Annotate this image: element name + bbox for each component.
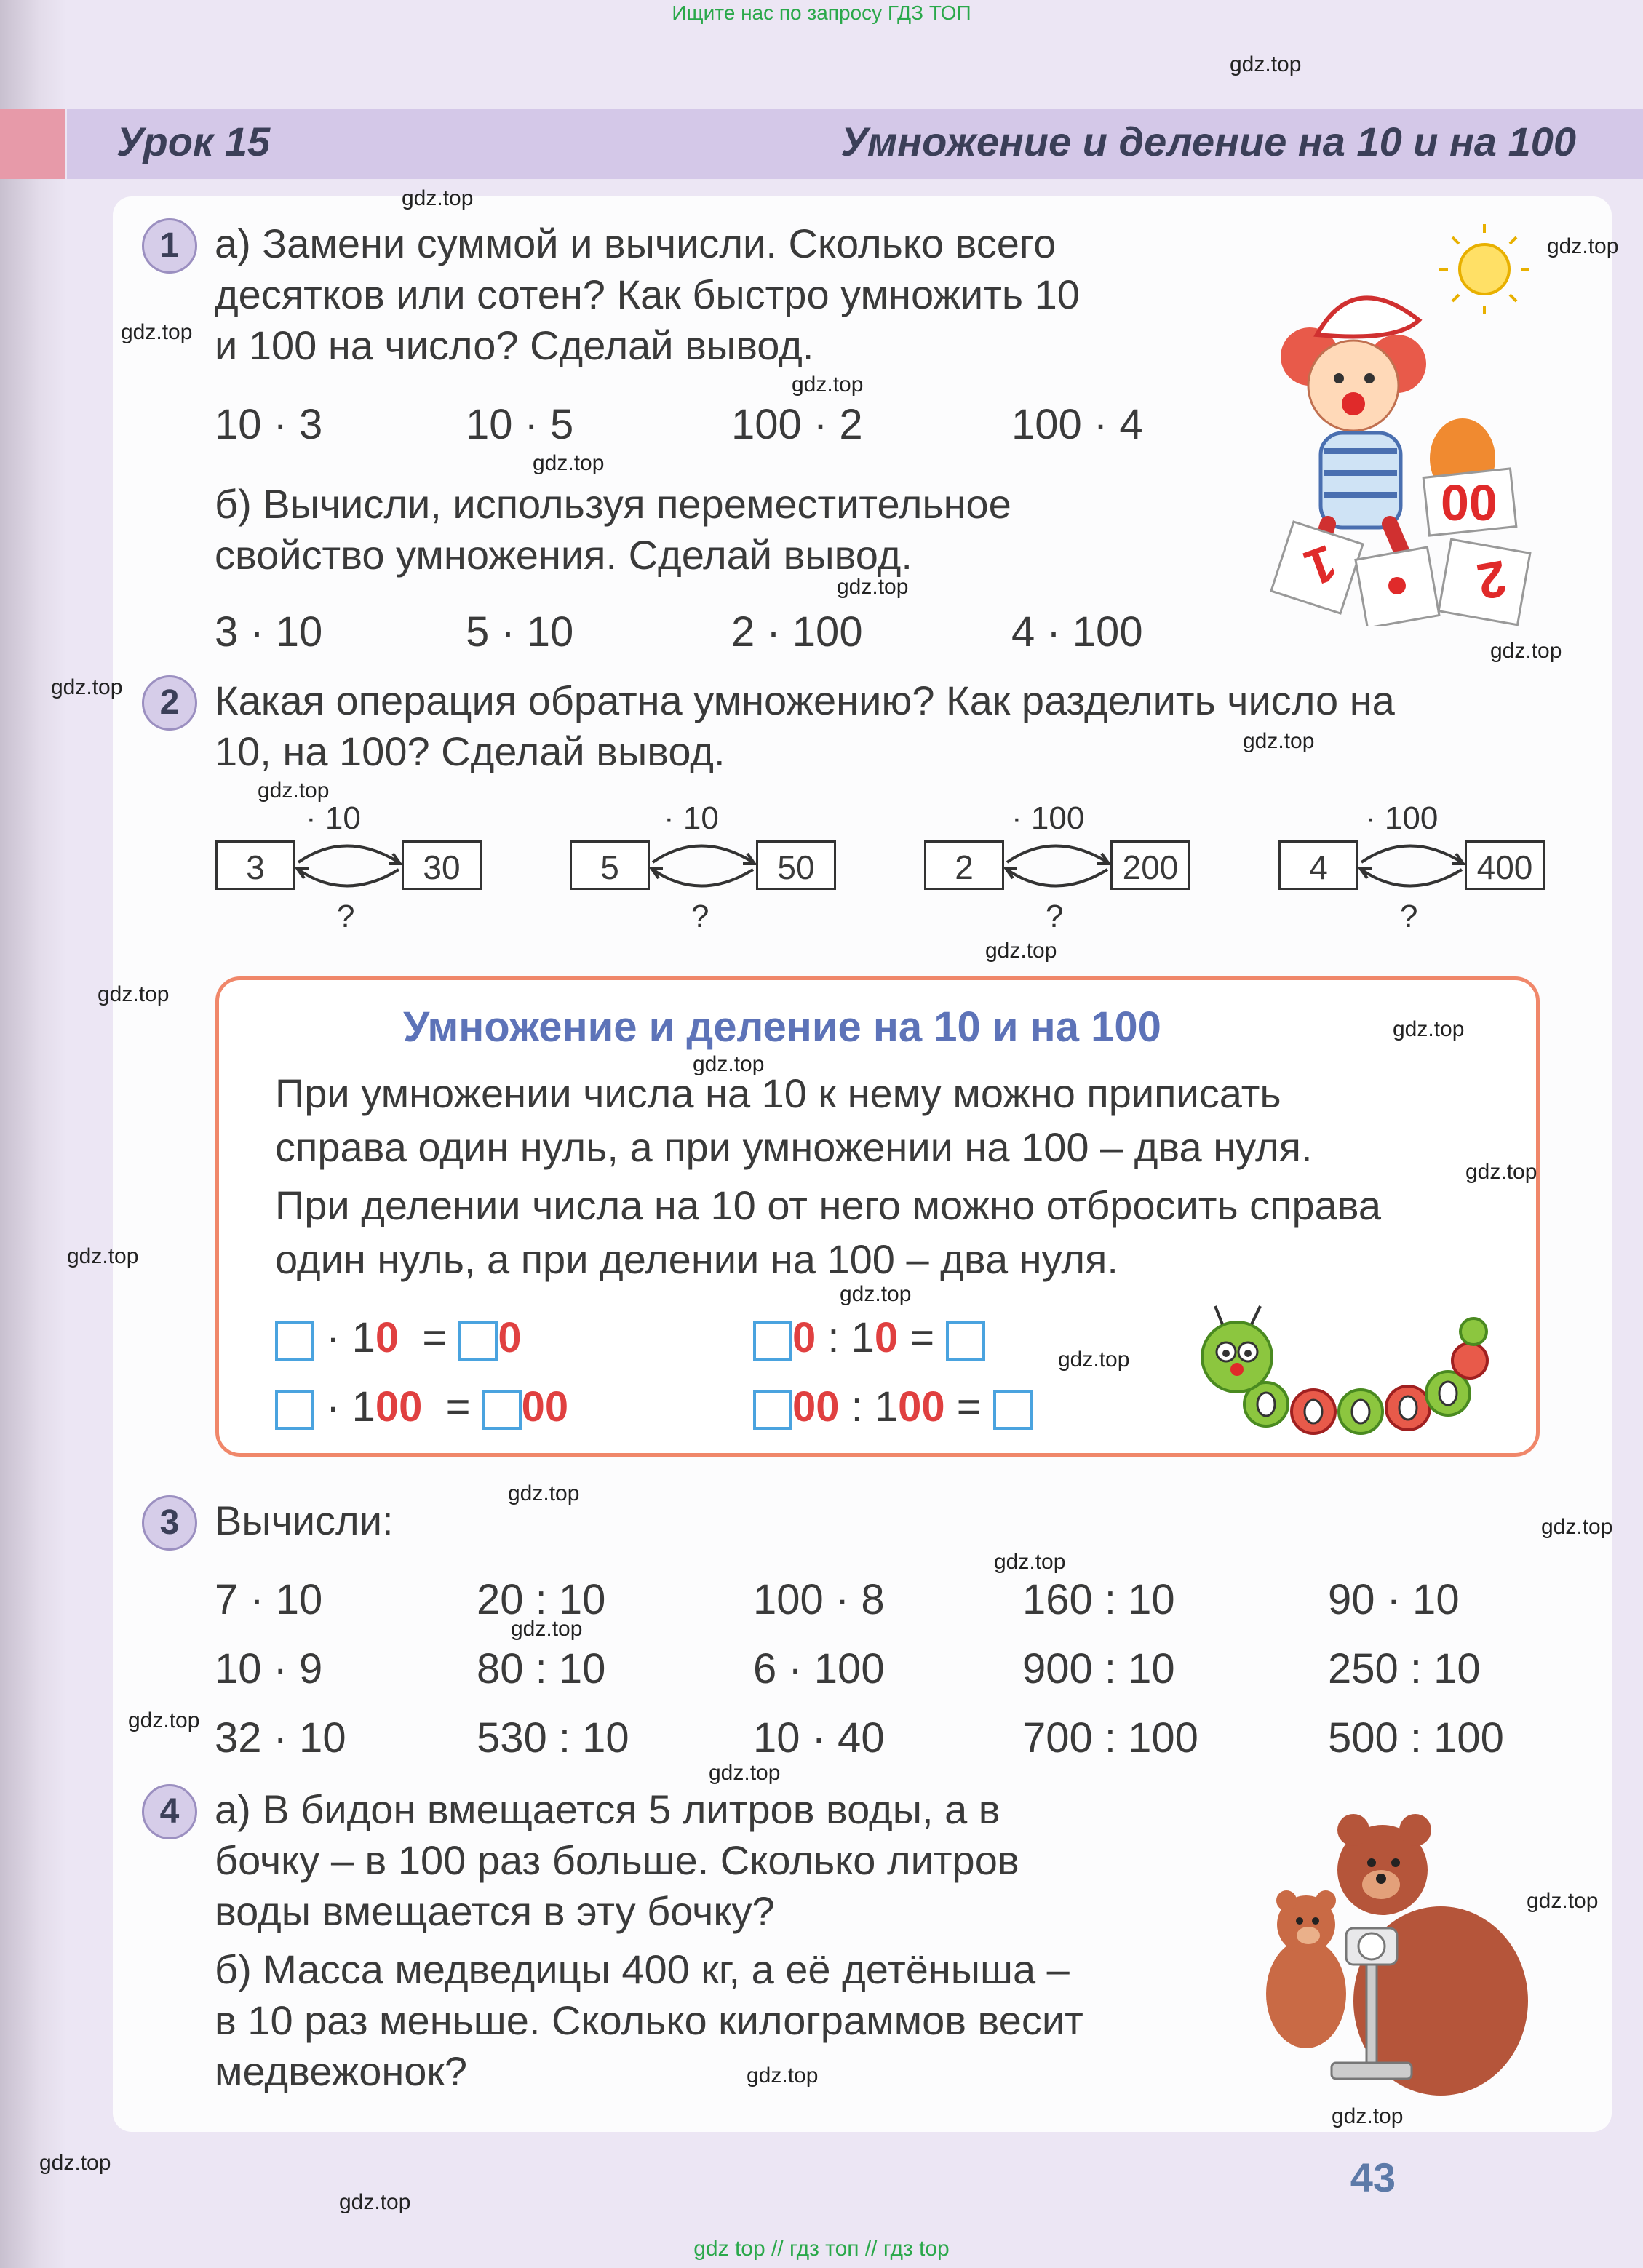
formula-divide-100: 00 : 100 = (753, 1382, 1033, 1431)
task3-expr: 530 : 10 (477, 1714, 629, 1762)
formula-multiply-10: · 10 = 0 (275, 1313, 522, 1362)
pair-right-box: 200 (1110, 840, 1190, 890)
task-number-4: 4 (142, 1784, 197, 1839)
task-number-2: 2 (142, 675, 197, 731)
formula-divide-10: 0 : 10 = (753, 1313, 985, 1362)
watermark: gdz.top (67, 1244, 139, 1268)
task2-line1: Какая операция обратна умножению? Как разделить число на (215, 677, 1395, 723)
blank-box (482, 1390, 522, 1430)
task3-expr: 500 : 100 (1328, 1714, 1504, 1762)
pair-operator: · 100 (1365, 800, 1439, 836)
pair-question: ? (1400, 899, 1418, 934)
watermark: gdz.top (533, 451, 605, 475)
blank-box (275, 1390, 314, 1430)
task4-a-line3: воды вмещается в эту бочку? (215, 1888, 775, 1934)
task-number-1: 1 (142, 218, 197, 274)
watermark: gdz.top (994, 1550, 1066, 1574)
task1-b-expr: 4 · 100 (1011, 608, 1143, 656)
task3-title: Вычисли: (215, 1497, 394, 1543)
task2-line2: 10, на 100? Сделай вывод. (215, 728, 725, 774)
pair-left-box: 4 (1278, 840, 1358, 890)
task3-expr: 20 : 10 (477, 1576, 606, 1623)
formula-multiply-100: · 100 = 00 (275, 1382, 568, 1431)
task3-expr: 7 · 10 (215, 1576, 323, 1623)
pair-right-box: 400 (1465, 840, 1545, 890)
pair-left-box: 5 (570, 840, 650, 890)
task3-expr: 250 : 10 (1328, 1645, 1481, 1692)
task3-expr: 6 · 100 (753, 1645, 885, 1692)
watermark: gdz.top (128, 1708, 200, 1732)
task4-b-line3: медвежонок? (215, 2048, 468, 2094)
bears-illustration (1252, 1790, 1543, 2096)
task1-b-line1: б) Вычисли, используя переместительное (215, 481, 1011, 527)
pair-arrows (1354, 833, 1471, 899)
blank-box (753, 1321, 792, 1361)
blank-box (458, 1321, 498, 1361)
rule-line: один нуль, а при делении на 100 – два нуля. (275, 1236, 1118, 1282)
watermark: gdz.top (402, 186, 474, 210)
task3-expr: 700 : 100 (1022, 1714, 1198, 1762)
watermark: gdz.top (1547, 234, 1619, 258)
task4-a-line2: бочку – в 100 раз больше. Сколько литров (215, 1837, 1019, 1883)
task1-a-expr: 10 · 5 (466, 401, 574, 448)
task1-a-line3: и 100 на число? Сделай вывод. (215, 322, 814, 368)
pair-operator: · 100 (1011, 800, 1085, 836)
watermark: gdz.top (1527, 1889, 1599, 1913)
watermark: gdz.top (1332, 2104, 1404, 2128)
task3-expr: 10 · 40 (753, 1714, 885, 1762)
rule-line: При умножении числа на 10 к нему можно приписать (275, 1070, 1281, 1116)
task3-expr: 160 : 10 (1022, 1576, 1175, 1623)
bottom-note: gdz top // гдз топ // гдз top (693, 2237, 950, 2261)
task1-a-expr: 10 · 3 (215, 401, 323, 448)
svg-text:1: 1 (1297, 533, 1344, 597)
rule-title: Умножение и деление на 10 и на 100 (403, 1003, 1161, 1051)
page-number: 43 (1350, 2154, 1396, 2200)
task4-a-line1: а) В бидон вмещается 5 литров воды, а в (215, 1786, 1000, 1832)
blank-box (753, 1390, 792, 1430)
task1-a-line1: а) Замени суммой и вычисли. Сколько всего (215, 220, 1057, 266)
task4-b-line2: в 10 раз меньше. Сколько килограммов весит (215, 1997, 1083, 2043)
svg-text:00: 00 (1441, 474, 1497, 531)
task1-b-line2: свойство умножения. Сделай вывод. (215, 532, 912, 578)
task1-b-expr: 3 · 10 (215, 608, 323, 656)
task3-expr: 80 : 10 (477, 1645, 606, 1692)
watermark: gdz.top (39, 2151, 111, 2175)
watermark: gdz.top (1058, 1348, 1130, 1372)
watermark: gdz.top (1230, 52, 1302, 76)
task1-a-expr: 100 · 2 (731, 401, 863, 448)
watermark: gdz.top (98, 982, 170, 1006)
watermark: gdz.top (51, 675, 123, 699)
watermark: gdz.top (258, 779, 330, 803)
pair-question: ? (337, 899, 355, 934)
rule-line: справа один нуль, а при умножении на 100 – два нуля. (275, 1124, 1313, 1170)
task3-expr: 10 · 9 (215, 1645, 323, 1692)
task3-expr: 32 · 10 (215, 1714, 346, 1762)
blank-box (946, 1321, 985, 1361)
watermark: gdz.top (792, 373, 864, 397)
pair-arrows (1000, 833, 1116, 899)
task3-expr: 100 · 8 (753, 1576, 885, 1623)
caterpillar-illustration (1193, 1302, 1499, 1441)
watermark: gdz.top (1393, 1017, 1465, 1041)
book-spine (0, 0, 67, 2268)
watermark: gdz.top (511, 1617, 583, 1641)
watermark: gdz.top (985, 939, 1057, 963)
watermark: gdz.top (1243, 729, 1315, 753)
watermark: gdz.top (508, 1481, 580, 1505)
pair-right-box: 30 (402, 840, 482, 890)
watermark: gdz.top (1465, 1160, 1537, 1184)
lesson-topic: Умножение и деление на 10 и на 100 (840, 119, 1576, 164)
task4-b-line1: б) Масса медведицы 400 кг, а её детёныша – (215, 1946, 1070, 1992)
pink-tab (0, 109, 65, 179)
watermark: gdz.top (747, 2064, 819, 2088)
watermark: gdz.top (693, 1052, 765, 1076)
watermark: gdz.top (1541, 1515, 1613, 1539)
pair-left-box: 3 (215, 840, 295, 890)
task3-expr: 900 : 10 (1022, 1645, 1175, 1692)
pair-question: ? (691, 899, 709, 934)
lesson-label: Урок 15 (116, 119, 271, 164)
blank-box (993, 1390, 1033, 1430)
task-number-3: 3 (142, 1495, 197, 1551)
watermark: gdz.top (121, 320, 193, 344)
task1-a-expr: 100 · 4 (1011, 401, 1143, 448)
task1-a-line2: десятков или сотен? Как быстро умножить 10 (215, 271, 1080, 317)
watermark: gdz.top (1490, 639, 1562, 663)
clown-illustration (1252, 218, 1543, 626)
watermark: gdz.top (840, 1282, 912, 1306)
watermark: gdz.top (837, 575, 909, 599)
task1-b-expr: 2 · 100 (731, 608, 863, 656)
pair-operator: · 10 (664, 800, 719, 836)
watermark: gdz.top (339, 2190, 411, 2214)
top-note: Ищите нас по запросу ГДЗ ТОП (672, 1, 971, 24)
rule-line: При делении числа на 10 от него можно отбросить справа (275, 1182, 1382, 1228)
blank-box (275, 1321, 314, 1361)
pair-arrows (645, 833, 762, 899)
watermark: gdz.top (709, 1761, 781, 1785)
pair-left-box: 2 (924, 840, 1004, 890)
task3-expr: 90 · 10 (1328, 1576, 1460, 1623)
pair-operator: · 10 (306, 800, 361, 836)
svg-text:2: 2 (1473, 549, 1511, 610)
pair-arrows (291, 833, 407, 899)
pair-question: ? (1046, 899, 1064, 934)
pair-right-box: 50 (756, 840, 836, 890)
task1-b-expr: 5 · 10 (466, 608, 574, 656)
